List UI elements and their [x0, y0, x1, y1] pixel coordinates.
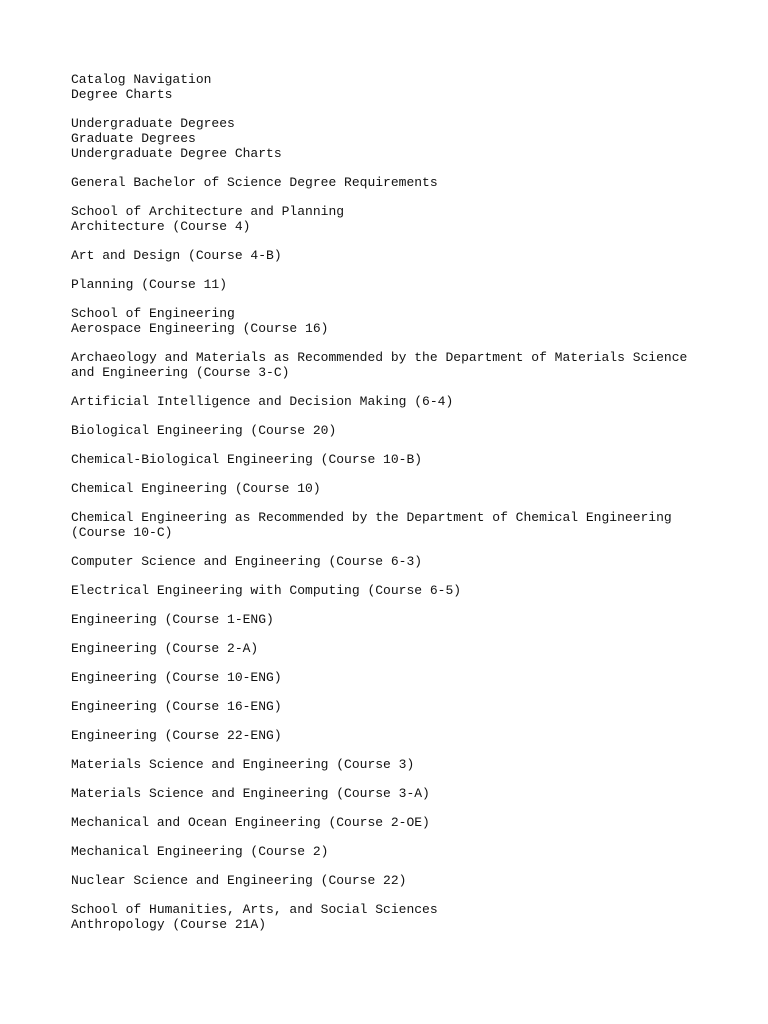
program-item: [71, 277, 697, 292]
program-item: [71, 699, 697, 714]
program-link[interactable]: Art and Design (Course 4-B): [71, 248, 282, 263]
program-link[interactable]: Architecture (Course 4): [71, 219, 251, 234]
general-requirements: [71, 175, 697, 190]
program-item: [71, 641, 697, 656]
school-section: [71, 902, 697, 932]
program-item: [71, 844, 697, 859]
program-link[interactable]: Mechanical Engineering (Course 2): [71, 844, 329, 859]
program-item: [71, 554, 697, 569]
undergraduate-degrees-link[interactable]: Undergraduate Degrees: [71, 116, 235, 131]
program-link[interactable]: Anthropology (Course 21A): [71, 917, 267, 932]
program-link[interactable]: Archaeology and Materials as Recommended by the Department of Materials Science and Engineering (Course 3-C): [71, 350, 696, 380]
program-link[interactable]: Mechanical and Ocean Engineering (Course 2-OE): [71, 815, 430, 830]
degree-links: [71, 116, 697, 161]
program-item: [71, 510, 697, 540]
program-item: [71, 350, 697, 380]
program-item: [71, 815, 697, 830]
program-link[interactable]: Computer Science and Engineering (Course 6-3): [71, 554, 423, 569]
program-item: [71, 670, 697, 685]
program-link[interactable]: Artificial Intelligence and Decision Making (6-4): [71, 394, 454, 409]
program-link[interactable]: Electrical Engineering with Computing (Course 6-5): [71, 583, 462, 598]
general-requirements-link[interactable]: General Bachelor of Science Degree Requirements: [71, 175, 438, 190]
program-link[interactable]: Materials Science and Engineering (Course 3-A): [71, 786, 430, 801]
catalog-navigation: [71, 72, 697, 102]
program-item: [71, 583, 697, 598]
program-item: [71, 786, 697, 801]
program-link[interactable]: Materials Science and Engineering (Course 3): [71, 757, 415, 772]
program-link[interactable]: Engineering (Course 2-A): [71, 641, 259, 656]
program-link[interactable]: Engineering (Course 10-ENG): [71, 670, 282, 685]
program-item: [71, 757, 697, 772]
program-link[interactable]: Chemical Engineering (Course 10): [71, 481, 321, 496]
program-link[interactable]: Planning (Course 11): [71, 277, 228, 292]
school-heading: School of Engineering: [71, 306, 235, 321]
school-section: [71, 306, 697, 336]
program-link[interactable]: Engineering (Course 16-ENG): [71, 699, 282, 714]
school-heading: School of Humanities, Arts, and Social Sciences: [71, 902, 438, 917]
program-link[interactable]: Chemical-Biological Engineering (Course 10-B): [71, 452, 423, 467]
graduate-degrees-link[interactable]: Graduate Degrees: [71, 131, 196, 146]
program-item: [71, 728, 697, 743]
program-link[interactable]: Engineering (Course 22-ENG): [71, 728, 282, 743]
program-item: [71, 873, 697, 888]
program-link[interactable]: Engineering (Course 1-ENG): [71, 612, 274, 627]
school-heading: School of Architecture and Planning: [71, 204, 345, 219]
program-link[interactable]: Biological Engineering (Course 20): [71, 423, 337, 438]
school-section: [71, 204, 697, 234]
program-item: [71, 423, 697, 438]
program-item: [71, 612, 697, 627]
program-item: [71, 248, 697, 263]
degree-charts-link[interactable]: Degree Charts: [71, 87, 173, 102]
program-item: [71, 481, 697, 496]
program-link[interactable]: Nuclear Science and Engineering (Course 22): [71, 873, 407, 888]
program-link[interactable]: Aerospace Engineering (Course 16): [71, 321, 329, 336]
program-item: [71, 452, 697, 467]
program-item: [71, 394, 697, 409]
catalog-navigation-heading: Catalog Navigation: [71, 72, 212, 87]
program-link[interactable]: Chemical Engineering as Recommended by the Department of Chemical Engineering (Course 10-C): [71, 510, 680, 540]
undergraduate-degree-charts-link[interactable]: Undergraduate Degree Charts: [71, 146, 282, 161]
